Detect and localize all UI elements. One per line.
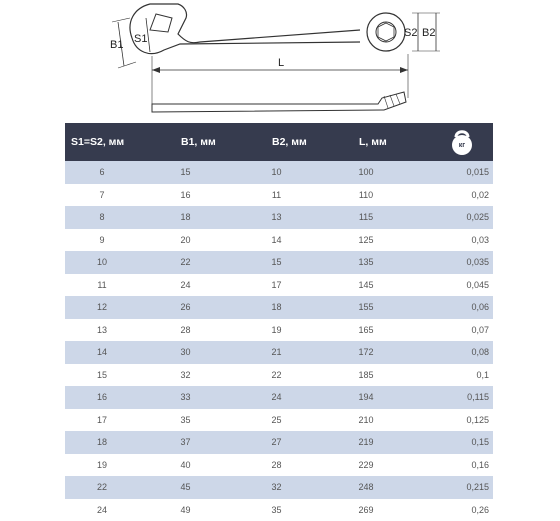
table-cell: 0,06 [411,296,493,319]
header-l: L, мм [321,123,411,161]
table-cell: 13 [65,319,139,342]
table-cell: 7 [65,184,139,207]
table-cell: 18 [232,296,321,319]
header-b2: B2, мм [232,123,321,161]
wrench-open-end [130,4,360,43]
table-row [65,364,493,387]
wrench-ring-inner [376,22,396,42]
table-cell: 269 [321,499,411,521]
table-cell: 0,115 [411,386,493,409]
table-row [65,319,493,342]
b2-label: B2 [422,27,435,39]
table-cell: 229 [321,454,411,477]
table-row [65,206,493,229]
s2-label: S2 [404,27,417,39]
weight-unit-label: кг [450,142,474,149]
table-cell: 37 [139,431,232,454]
table-cell: 0,215 [411,476,493,499]
table-cell: 45 [139,476,232,499]
table-cell: 10 [232,161,321,184]
table-cell: 49 [139,499,232,521]
table-cell: 16 [65,386,139,409]
table-header-row [65,123,493,161]
table-cell: 14 [65,341,139,364]
table-cell: 210 [321,409,411,432]
table-cell: 17 [65,409,139,432]
s1-label: S1 [134,33,147,45]
table-row [65,161,493,184]
table-row [65,476,493,499]
wrench-side-view [152,92,406,112]
table-cell: 12 [65,296,139,319]
table-cell: 11 [232,184,321,207]
table-cell: 26 [139,296,232,319]
header-weight [411,123,493,161]
table-row [65,274,493,297]
table-row [65,409,493,432]
table-row [65,499,493,521]
table-row [65,386,493,409]
table-cell: 0,125 [411,409,493,432]
table-cell: 10 [65,251,139,274]
table-cell: 110 [321,184,411,207]
table-cell: 35 [232,499,321,521]
wrench-ring-outer [367,13,405,51]
table-cell: 28 [232,454,321,477]
table-cell: 33 [139,386,232,409]
table-cell: 40 [139,454,232,477]
table-cell: 248 [321,476,411,499]
table-cell: 18 [65,431,139,454]
table-cell: 22 [65,476,139,499]
table-row [65,251,493,274]
table-cell: 194 [321,386,411,409]
wrench-jaw-inner [150,14,172,32]
table-cell: 19 [65,454,139,477]
table-cell: 0,15 [411,431,493,454]
table-cell: 185 [321,364,411,387]
table-cell: 219 [321,431,411,454]
table-cell: 24 [65,499,139,521]
table-row [65,296,493,319]
table-cell: 8 [65,206,139,229]
table-cell: 24 [139,274,232,297]
kettlebell-icon [450,128,474,156]
table-cell: 6 [65,161,139,184]
table-row [65,341,493,364]
b1-label: B1 [110,39,123,51]
table-cell: 0,07 [411,319,493,342]
table-cell: 0,03 [411,229,493,252]
table-cell: 22 [232,364,321,387]
table-row [65,431,493,454]
table-cell: 30 [139,341,232,364]
table-cell: 115 [321,206,411,229]
table-cell: 22 [139,251,232,274]
table-cell: 14 [232,229,321,252]
wrench-open-end-lower [132,38,360,54]
table-cell: 135 [321,251,411,274]
table-row [65,184,493,207]
table-cell: 9 [65,229,139,252]
table-cell: 0,16 [411,454,493,477]
table-cell: 19 [232,319,321,342]
table-cell: 125 [321,229,411,252]
table-cell: 17 [232,274,321,297]
table-cell: 32 [139,364,232,387]
table-cell: 15 [65,364,139,387]
table-row [65,229,493,252]
table-cell: 13 [232,206,321,229]
table-cell: 32 [232,476,321,499]
table-cell: 0,045 [411,274,493,297]
wrench-ring-hex [378,23,394,41]
table-cell: 0,26 [411,499,493,521]
table-cell: 0,035 [411,251,493,274]
wrench-diagram [0,0,560,124]
table-cell: 100 [321,161,411,184]
table-cell: 0,02 [411,184,493,207]
specification-table [65,123,493,521]
table-cell: 18 [139,206,232,229]
table-cell: 145 [321,274,411,297]
table-cell: 172 [321,341,411,364]
header-b1: B1, мм [139,123,232,161]
table-cell: 0,1 [411,364,493,387]
table-cell: 0,025 [411,206,493,229]
table-cell: 16 [139,184,232,207]
table-cell: 27 [232,431,321,454]
table-cell: 11 [65,274,139,297]
table-cell: 25 [232,409,321,432]
table-cell: 165 [321,319,411,342]
table-cell: 0,015 [411,161,493,184]
table-cell: 0,08 [411,341,493,364]
table-cell: 24 [232,386,321,409]
table-row [65,454,493,477]
table-cell: 15 [232,251,321,274]
table-cell: 21 [232,341,321,364]
l-label: L [278,57,284,69]
table-cell: 20 [139,229,232,252]
table-cell: 15 [139,161,232,184]
table-cell: 35 [139,409,232,432]
table-cell: 155 [321,296,411,319]
header-s1-s2: S1=S2, мм [65,123,139,161]
table-cell: 28 [139,319,232,342]
